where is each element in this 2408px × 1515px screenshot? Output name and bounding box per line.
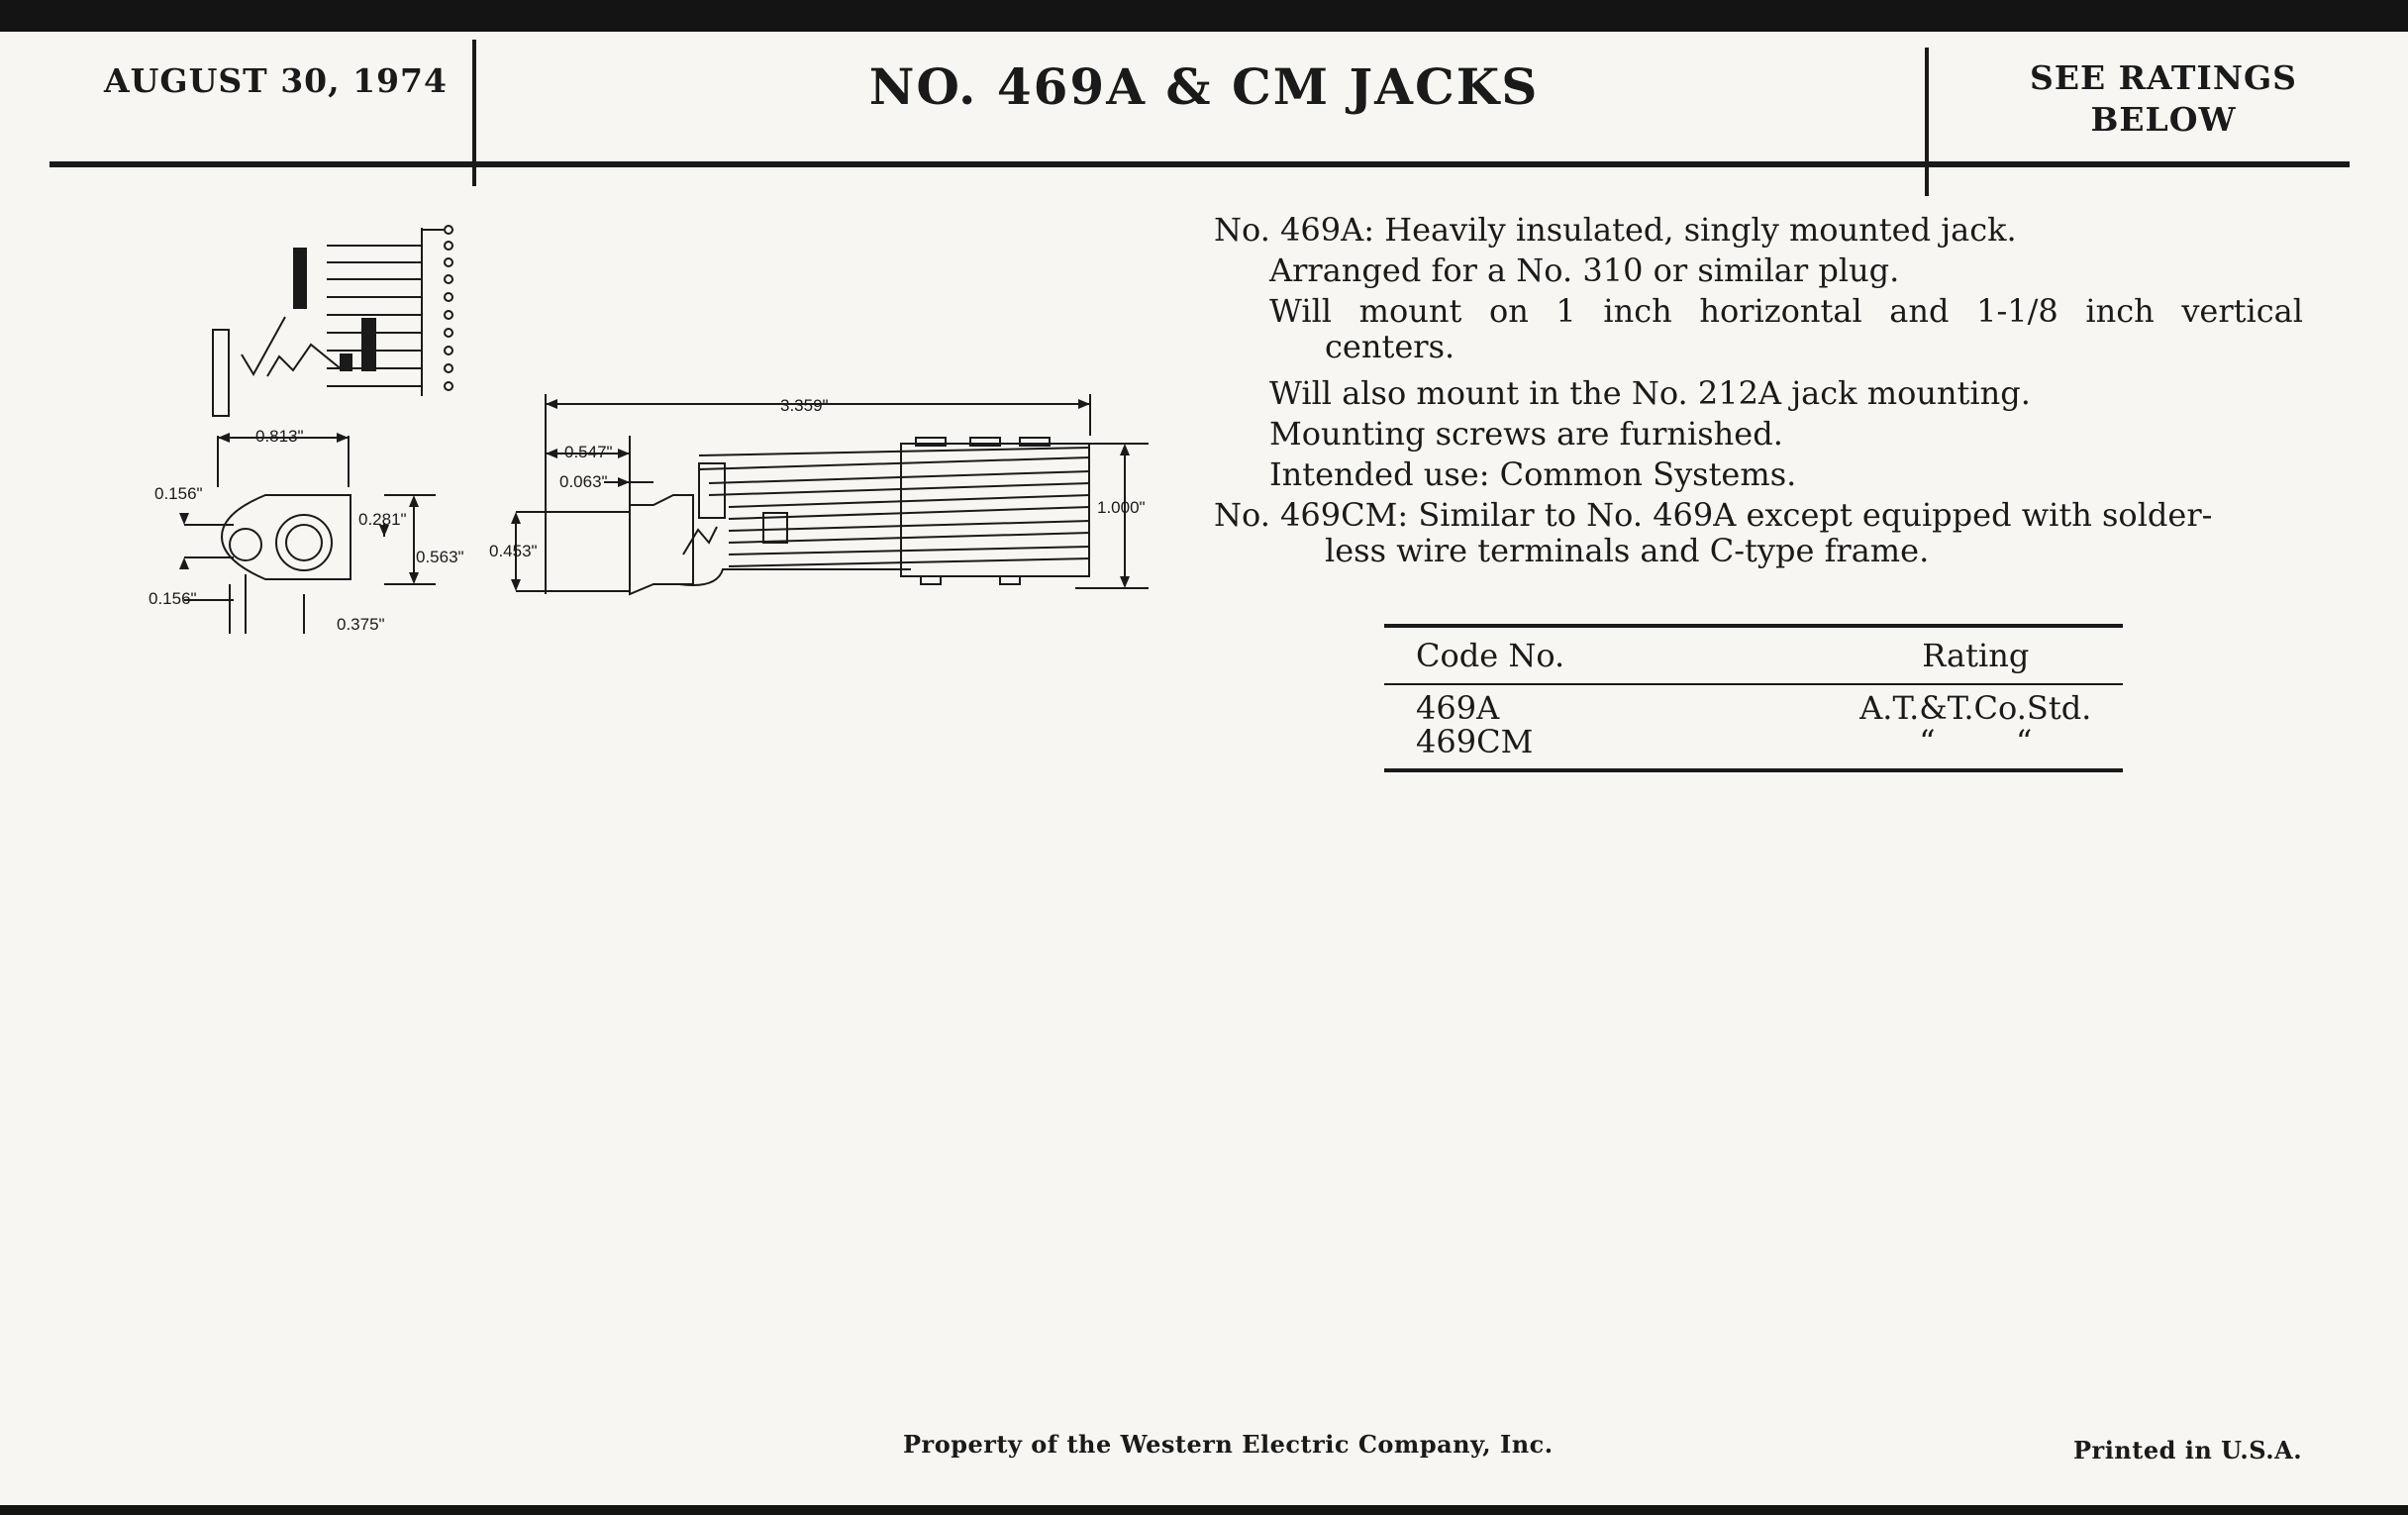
header-code: Code No. <box>1416 637 1565 674</box>
plug-opening-outer <box>276 515 332 570</box>
ratings-table <box>1384 624 2123 772</box>
desc-line-3: Will mount on 1 inch horizontal and 1-1/8 inch vertical <box>1269 292 2303 330</box>
contact-block-upper <box>294 249 306 308</box>
description-block <box>1214 210 2303 569</box>
terminal-circles <box>445 226 452 390</box>
table-row <box>1384 725 2123 758</box>
table-header-row <box>1384 628 2123 683</box>
dim-0063: 0.063" <box>559 472 608 491</box>
desc-line-8: No. 469CM: Similar to No. 469A except equipped with solder- <box>1214 496 2213 534</box>
tip-spring <box>242 317 285 374</box>
footer-printed: Printed in U.S.A. <box>2073 1436 2303 1464</box>
dim-3359: 3.359" <box>780 396 829 415</box>
jack-front-view <box>184 436 436 634</box>
sleeve-body <box>546 512 630 591</box>
table-bottom-rule <box>1384 768 2123 772</box>
frame-tail <box>679 569 911 585</box>
plug-opening-inner <box>286 525 322 560</box>
header-rating: Rating <box>1922 637 2030 674</box>
jack-side-view <box>516 394 1149 594</box>
contact-block-right <box>362 319 375 370</box>
footer-property: Property of the Western Electric Company, Inc. <box>903 1430 1554 1459</box>
desc-line-9: less wire terminals and C-type frame. <box>1325 532 1930 569</box>
spring-stack <box>699 448 1090 566</box>
rating-cell: A.T.&T.Co.Std. <box>1859 689 2092 727</box>
dim-0156-top: 0.156" <box>154 484 203 503</box>
dim-1000: 1.000" <box>1097 498 1146 517</box>
mounting-hole <box>230 529 261 560</box>
dim-0547: 0.547" <box>564 443 613 461</box>
dim-0375: 0.375" <box>337 615 385 634</box>
table-row <box>1384 691 2123 725</box>
ring-spring <box>267 345 343 376</box>
desc-line-4: centers. <box>1325 328 1455 365</box>
sleeve-frame <box>213 330 229 416</box>
tip-contact <box>683 527 717 555</box>
desc-line-2: Arranged for a No. 310 or similar plug. <box>1269 252 1900 289</box>
desc-line-5: Will also mount in the No. 212A jack mounting. <box>1269 374 2031 412</box>
page-title: NO. 469A & CM JACKS <box>868 57 1540 116</box>
desc-line-1: No. 469A: Heavily insulated, singly mounted jack. <box>1214 211 2017 249</box>
contact-post <box>699 463 725 518</box>
ratings-line-1: SEE RATINGS <box>2029 58 2298 97</box>
dim-0453: 0.453" <box>489 542 538 560</box>
bushing <box>630 495 693 594</box>
dim-0813: 0.813" <box>255 427 304 446</box>
ratings-line-2: BELOW <box>2090 100 2237 139</box>
code-cell: 469A <box>1416 689 1500 727</box>
date-label: AUGUST 30, 1974 <box>104 61 448 100</box>
desc-line-6: Mounting screws are furnished. <box>1269 415 1783 453</box>
rating-cell: “ “ <box>1919 723 2033 760</box>
dim-0281: 0.281" <box>358 510 407 529</box>
dim-0563: 0.563" <box>416 548 464 566</box>
desc-line-7: Intended use: Common Systems. <box>1269 455 1797 493</box>
dim-0156-bottom: 0.156" <box>149 589 197 608</box>
jack-schematic <box>213 226 452 416</box>
code-cell: 469CM <box>1416 723 1534 760</box>
